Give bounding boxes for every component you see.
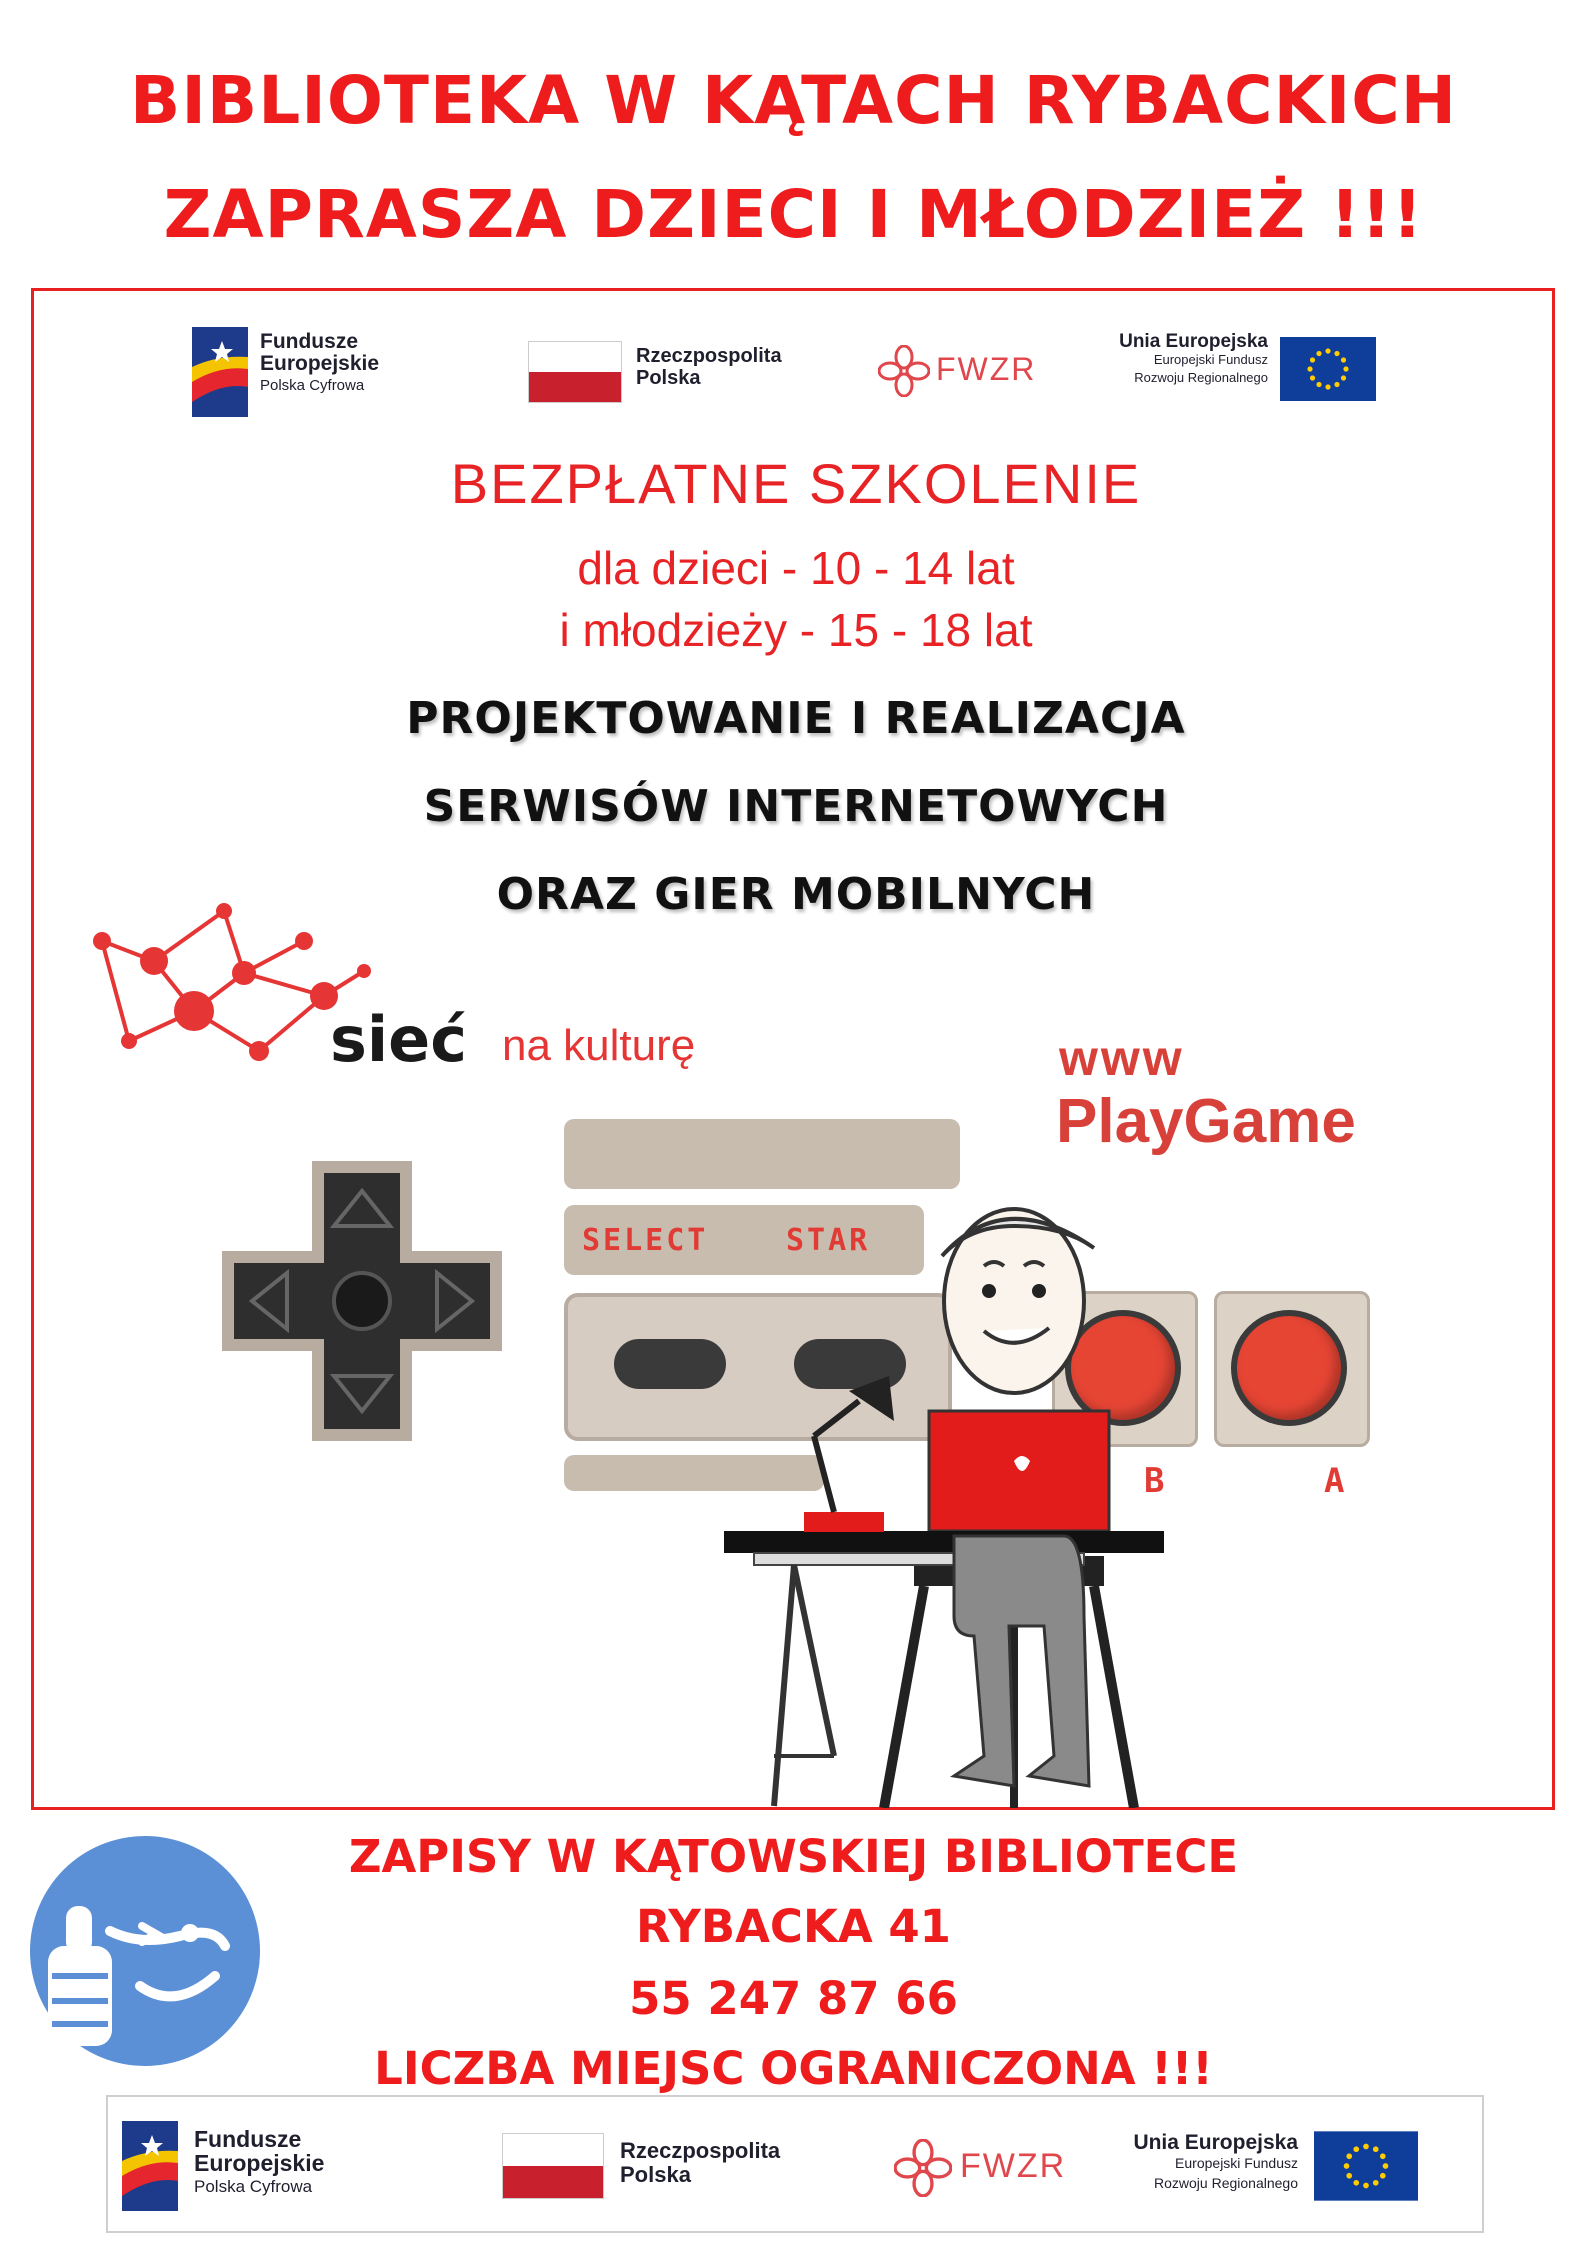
headline-line-1: BIBLIOTEKA W KĄTACH RYBACKICH [130,62,1457,139]
a-button-housing [1214,1291,1370,1447]
dpad-icon[interactable] [222,1161,502,1441]
topic-line-1: PROJEKTOWANIE I REALIZACJA [406,693,1186,744]
siec-rest: na kulturę [502,1021,696,1070]
fwzr-flower-icon [878,345,930,397]
person-at-laptop-illustration [684,1196,1184,1808]
polish-flag-icon [528,341,622,403]
age-children: dla dzieci - 10 - 14 lat [577,542,1015,594]
fwzr-flower-icon [894,2139,952,2197]
rp-line-1: Rzeczpospolita [620,2138,781,2163]
fwzr-text: FWZR [960,2147,1067,2185]
fe-line-2: Europejskie [194,2150,325,2176]
fwzr-text: FWZR [936,351,1037,387]
controller-top-panel [564,1119,960,1189]
ue-line-1: Unia Europejska [1133,2131,1298,2154]
poster-frame [31,288,1555,1810]
ue-line-1: Unia Europejska [1119,331,1268,352]
footer-line-2: RYBACKA 41 [636,1900,951,1953]
rp-line-2: Polska [620,2162,691,2187]
footer-line-4: LICZBA MIEJSC OGRANICZONA !!! [374,2042,1213,2095]
a-button[interactable] [1237,1316,1341,1420]
age-youth: i młodzieży - 15 - 18 lat [559,604,1033,656]
fe-line-1: Fundusze [194,2126,302,2152]
start-label: STAR [786,1223,871,1258]
a-label: A [1324,1461,1345,1501]
polish-flag-icon [502,2133,604,2199]
siec-bold: sieć [330,1003,467,1076]
footer-line-3: 55 247 87 66 [629,1972,958,2025]
headline-line-2: ZAPRASZA DZIECI I MŁODZIEŻ !!! [163,176,1424,253]
footer-line-1: ZAPISY W KĄTOWSKIEJ BIBLIOTECE [348,1830,1239,1883]
logo-bar-top [192,327,1452,417]
logo-bar-bottom [106,2095,1484,2233]
fe-line-2: Europejskie [260,352,380,375]
eu-flag-icon [1280,337,1376,401]
fundusze-europejskie-icon [122,2121,178,2211]
ue-line-3: Rozwoju Regionalnego [1154,2175,1298,2191]
ue-line-3: Rozwoju Regionalnego [1134,370,1268,385]
select-label: SELECT [582,1223,709,1258]
fe-line-3: Polska Cyfrowa [194,2177,313,2196]
topic-line-3: ORAZ GIER MOBILNYCH [496,869,1096,920]
fe-line-1: Fundusze [260,330,358,353]
ue-line-2: Europejski Fundusz [1175,2155,1298,2171]
ue-line-2: Europejski Fundusz [1153,352,1268,367]
www-text: www [1059,1030,1185,1086]
playgame-text: PlayGame [1056,1087,1356,1156]
training-title: BEZPŁATNE SZKOLENIE [450,452,1142,515]
rp-line-2: Polska [636,367,701,389]
fe-line-3: Polska Cyfrowa [260,377,365,394]
topic-line-2: SERWISÓW INTERNETOWYCH [423,781,1169,832]
b-label: B [1144,1461,1165,1501]
eu-flag-icon [1314,2131,1418,2201]
fundusze-europejskie-icon [192,327,248,417]
rp-line-1: Rzeczpospolita [636,345,782,367]
